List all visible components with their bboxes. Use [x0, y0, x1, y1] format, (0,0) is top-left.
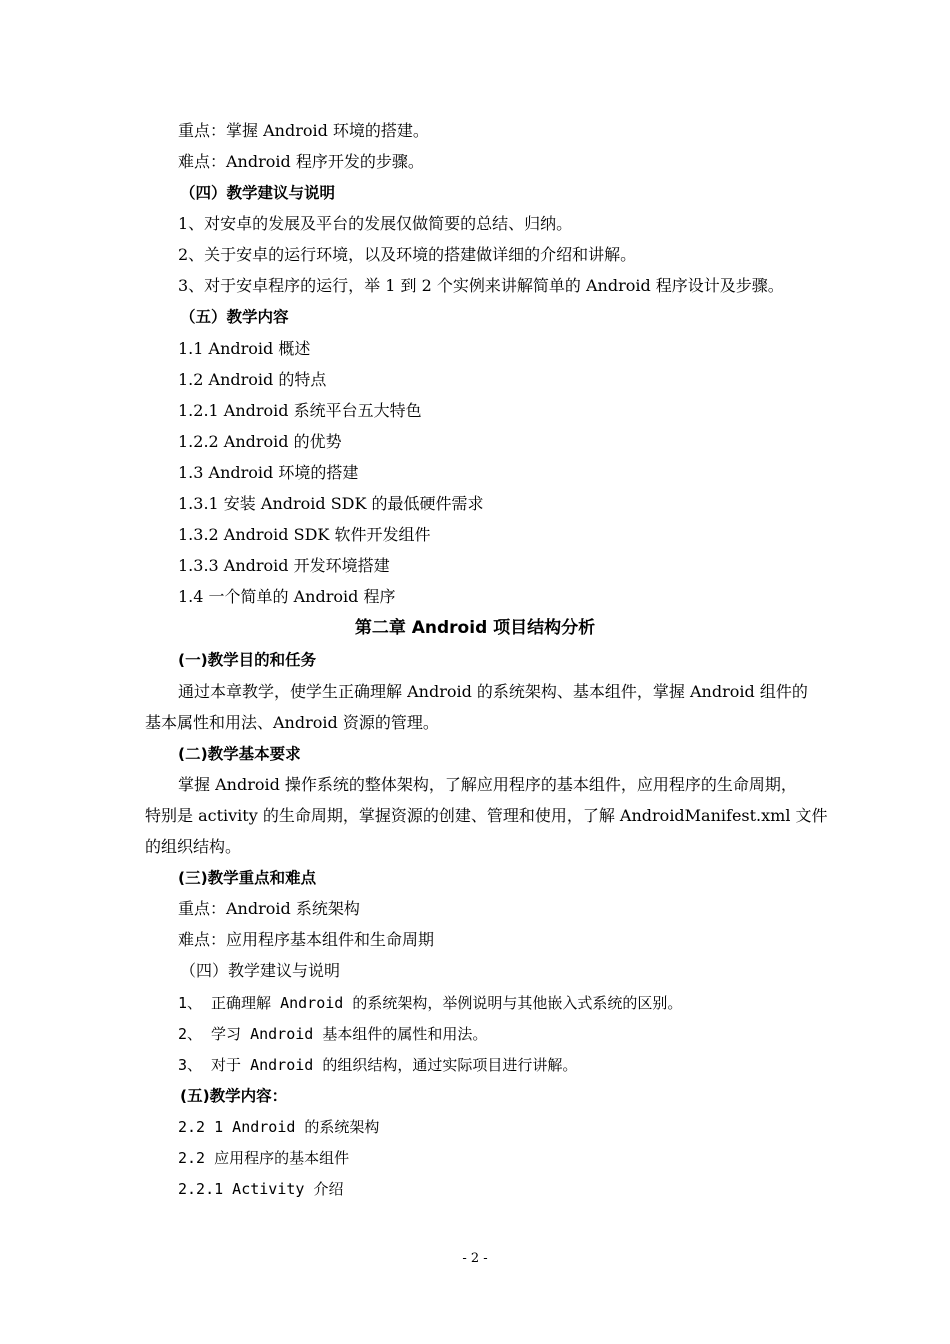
- toc-item: 2.2 应用程序的基本组件: [178, 1149, 350, 1167]
- ch2-suggestion-item: 3、 对于 Android 的组织结构，通过实际项目进行讲解。: [178, 1056, 578, 1074]
- ch2-goal-line: 通过本章教学，使学生正确理解 Android 的系统架构、基本组件，掌握 Android 组件的: [178, 682, 808, 701]
- chapter-title: 第二章 Android 项目结构分析: [354, 618, 596, 638]
- toc-item: 1.3.1 安装 Android SDK 的最低硬件需求: [178, 494, 484, 513]
- ch1-difficulty: 难点：Android 程序开发的步骤。: [178, 152, 424, 171]
- ch1-suggestion-item: 3、对于安卓程序的运行，举 1 到 2 个实例来讲解简单的 Android 程序设计及步骤。: [178, 276, 784, 295]
- ch1-suggestion-item: 2、关于安卓的运行环境，以及环境的搭建做详细的介绍和讲解。: [178, 245, 637, 264]
- ch2-goal-heading: (一)教学目的和任务: [178, 651, 317, 669]
- toc-item: 2.2 1 Android 的系统架构: [178, 1118, 380, 1136]
- ch1-content-heading: （五）教学内容: [180, 308, 289, 326]
- toc-item: 1.1 Android 概述: [178, 339, 311, 358]
- ch2-suggestion-item: 1、 正确理解 Android 的系统架构，举例说明与其他嵌入式系统的区别。: [178, 994, 683, 1012]
- ch1-suggestion-item: 1、对安卓的发展及平台的发展仅做简要的总结、归纳。: [178, 214, 573, 233]
- toc-item: 1.3.3 Android 开发环境搭建: [178, 556, 390, 575]
- ch2-goal-line: 基本属性和用法、Android 资源的管理。: [145, 713, 439, 732]
- ch2-focus: 重点：Android 系统架构: [178, 899, 360, 918]
- ch2-difficulty: 难点：应用程序基本组件和生命周期: [178, 930, 435, 949]
- ch2-suggestion-item: 2、 学习 Android 基本组件的属性和用法。: [178, 1025, 488, 1043]
- toc-item: 1.4 一个简单的 Android 程序: [178, 587, 396, 606]
- page-number: - 2 -: [462, 1251, 488, 1266]
- toc-item: 1.3.2 Android SDK 软件开发组件: [178, 525, 431, 544]
- ch2-req-heading: (二)教学基本要求: [178, 745, 301, 763]
- ch2-content-heading: (五)教学内容：: [180, 1087, 288, 1105]
- ch2-suggestions-heading: （四）教学建议与说明: [180, 961, 341, 980]
- ch2-req-line: 特别是 activity 的生命周期，掌握资源的创建、管理和使用，了解 AndroidManifest.xml 文件: [145, 806, 828, 825]
- toc-item: 2.2.1 Activity 介绍: [178, 1180, 344, 1198]
- toc-item: 1.3 Android 环境的搭建: [178, 463, 359, 482]
- ch1-focus: 重点：掌握 Android 环境的搭建。: [178, 121, 429, 140]
- ch2-req-line: 的组织结构。: [145, 837, 242, 856]
- ch1-suggestions-heading: （四）教学建议与说明: [180, 184, 336, 202]
- ch2-key-heading: (三)教学重点和难点: [178, 869, 317, 887]
- toc-item: 1.2.2 Android 的优势: [178, 432, 342, 451]
- toc-item: 1.2 Android 的特点: [178, 370, 327, 389]
- ch2-req-line: 掌握 Android 操作系统的整体架构，了解应用程序的基本组件，应用程序的生命周期，: [178, 775, 797, 794]
- toc-item: 1.2.1 Android 系统平台五大特色: [178, 401, 422, 420]
